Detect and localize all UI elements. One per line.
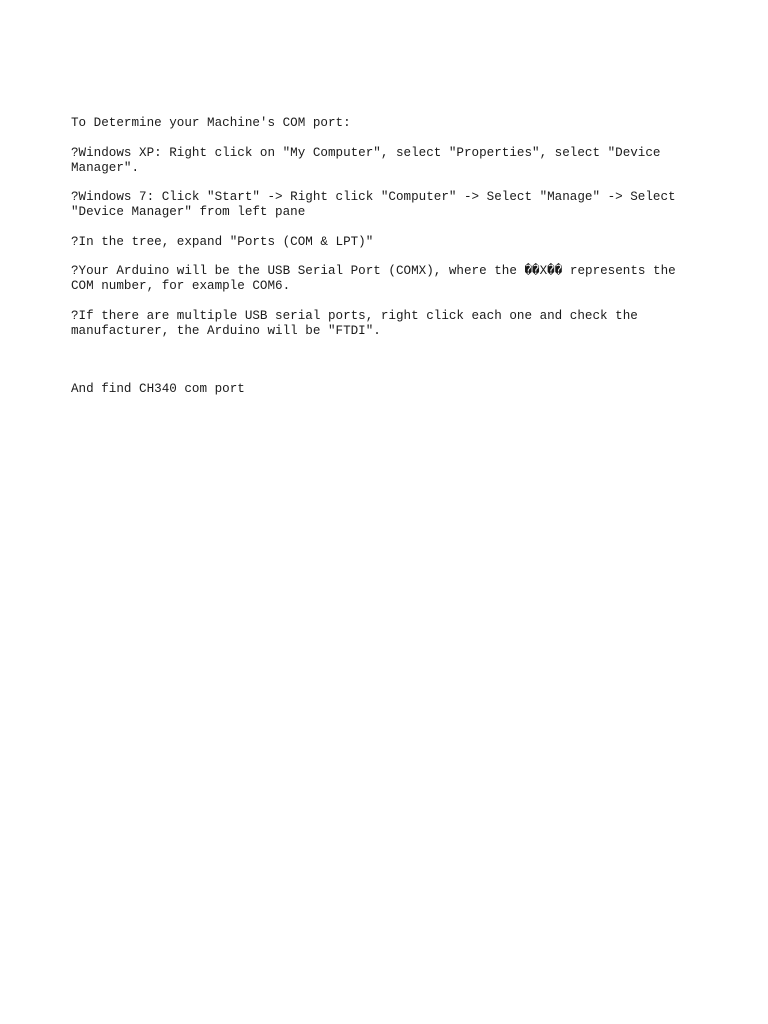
step-windows-7: ?Windows 7: Click "Start" -> Right click "Computer" -> Select "Manage" -> Select "Device Manager" from left pane [71, 190, 684, 219]
blank-gap [71, 353, 691, 382]
step-windows-xp: ?Windows XP: Right click on "My Computer", select "Properties", select "Device Manager". [71, 145, 669, 175]
step-multiple-ports: ?If there are multiple USB serial ports, right click each one and check the manufacturer, the Arduino will be "FTDI". [71, 308, 646, 338]
footer-note: And find CH340 com port [71, 382, 245, 396]
step-expand-ports: ?In the tree, expand "Ports (COM & LPT)" [71, 234, 374, 249]
document-body [71, 116, 691, 412]
step-usb-serial-port: ?Your Arduino will be the USB Serial Port (COMX), where the ��X�� represents the COM number, for example COM6. [71, 264, 684, 293]
document-heading: To Determine your Machine's COM port: [71, 116, 351, 130]
